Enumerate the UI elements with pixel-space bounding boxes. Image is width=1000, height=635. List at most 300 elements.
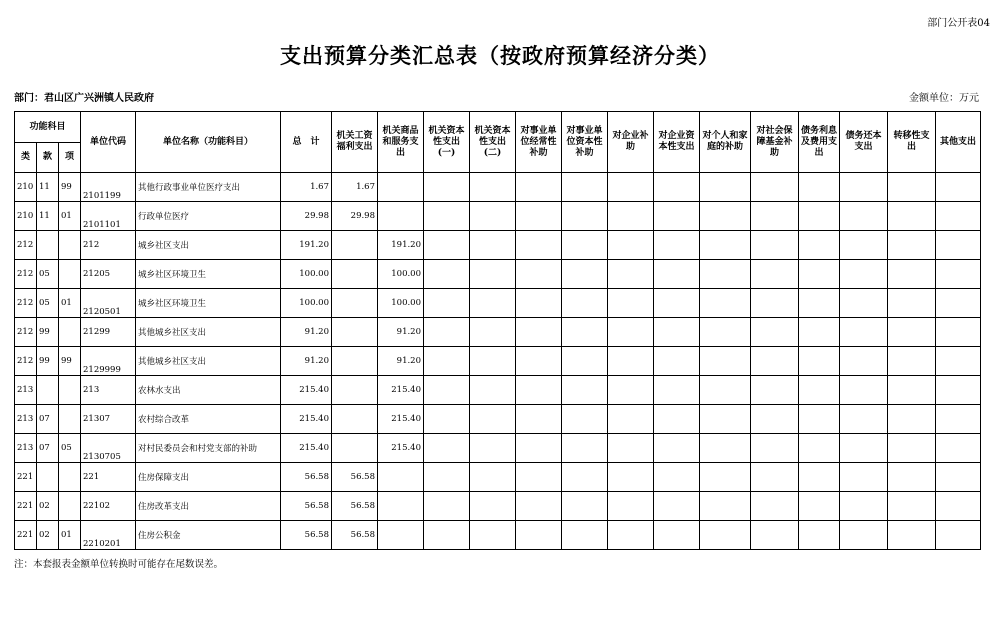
cell-c12 [840, 347, 888, 376]
cell-lei: 213 [15, 434, 37, 463]
cell-c10 [751, 405, 799, 434]
cell-c3 [424, 492, 470, 521]
page-title: 支出预算分类汇总表（按政府预算经济分类） [280, 43, 720, 68]
cell-name: 农村综合改革 [136, 405, 281, 434]
col-c4: 机关资本性支出(二) [470, 112, 516, 173]
cell-c13 [888, 289, 936, 318]
cell-c7 [608, 289, 654, 318]
cell-c14 [936, 376, 981, 405]
cell-c7 [608, 260, 654, 289]
cell-xiang: 99 [59, 173, 81, 202]
cell-c11 [799, 434, 840, 463]
cell-c9 [700, 202, 751, 231]
cell-c3 [424, 318, 470, 347]
cell-c9 [700, 521, 751, 550]
cell-code: 2101199 [81, 173, 136, 202]
cell-total: 56.58 [281, 521, 332, 550]
cell-c8 [654, 202, 700, 231]
cell-name: 农林水支出 [136, 376, 281, 405]
cell-c12 [840, 492, 888, 521]
cell-c5 [516, 260, 562, 289]
cell-name: 行政单位医疗 [136, 202, 281, 231]
col-total: 总 计 [281, 112, 332, 173]
cell-c10 [751, 347, 799, 376]
cell-c10 [751, 434, 799, 463]
cell-c12 [840, 376, 888, 405]
table-header [15, 112, 981, 173]
cell-c5 [516, 231, 562, 260]
cell-c7 [608, 463, 654, 492]
cell-total: 191.20 [281, 231, 332, 260]
cell-name: 城乡社区支出 [136, 231, 281, 260]
cell-c10 [751, 463, 799, 492]
cell-lei: 212 [15, 260, 37, 289]
cell-kuan: 05 [37, 260, 59, 289]
cell-c1: 1.67 [332, 173, 378, 202]
table-row [15, 492, 981, 521]
cell-c6 [562, 434, 608, 463]
cell-c4 [470, 492, 516, 521]
cell-name: 其他城乡社区支出 [136, 347, 281, 376]
cell-c1 [332, 405, 378, 434]
cell-c13 [888, 463, 936, 492]
cell-c1 [332, 289, 378, 318]
cell-c2 [378, 492, 424, 521]
table-row [15, 405, 981, 434]
cell-kuan: 07 [37, 434, 59, 463]
cell-c14 [936, 521, 981, 550]
cell-c3 [424, 202, 470, 231]
cell-c7 [608, 318, 654, 347]
cell-c6 [562, 173, 608, 202]
cell-c14 [936, 434, 981, 463]
cell-c6 [562, 347, 608, 376]
cell-kuan [37, 376, 59, 405]
cell-c12 [840, 260, 888, 289]
table-row [15, 376, 981, 405]
cell-c13 [888, 318, 936, 347]
cell-c3 [424, 434, 470, 463]
cell-c6 [562, 492, 608, 521]
cell-c6 [562, 405, 608, 434]
cell-name: 城乡社区环境卫生 [136, 289, 281, 318]
col-c10: 对社会保障基金补助 [751, 112, 799, 173]
cell-kuan: 02 [37, 521, 59, 550]
cell-c11 [799, 405, 840, 434]
cell-c13 [888, 492, 936, 521]
cell-c2: 215.40 [378, 405, 424, 434]
cell-c9 [700, 405, 751, 434]
cell-xiang: 01 [59, 202, 81, 231]
cell-c14 [936, 463, 981, 492]
cell-c11 [799, 202, 840, 231]
cell-c4 [470, 231, 516, 260]
cell-total: 1.67 [281, 173, 332, 202]
cell-c2: 191.20 [378, 231, 424, 260]
cell-xiang [59, 231, 81, 260]
cell-c2: 215.40 [378, 434, 424, 463]
cell-c14 [936, 202, 981, 231]
cell-c10 [751, 492, 799, 521]
cell-c9 [700, 492, 751, 521]
cell-c5 [516, 492, 562, 521]
cell-c13 [888, 260, 936, 289]
cell-c11 [799, 521, 840, 550]
cell-xiang: 01 [59, 521, 81, 550]
cell-c4 [470, 289, 516, 318]
cell-c5 [516, 376, 562, 405]
form-number: 部门公开表04 [927, 18, 990, 29]
cell-c8 [654, 260, 700, 289]
col-name: 单位名称（功能科目） [136, 112, 281, 173]
cell-c10 [751, 521, 799, 550]
cell-c14 [936, 318, 981, 347]
cell-c6 [562, 231, 608, 260]
cell-c13 [888, 405, 936, 434]
cell-code: 21299 [81, 318, 136, 347]
cell-c2: 91.20 [378, 347, 424, 376]
col-c13: 转移性支出 [888, 112, 936, 173]
cell-c5 [516, 202, 562, 231]
cell-c5 [516, 318, 562, 347]
cell-c7 [608, 434, 654, 463]
cell-total: 215.40 [281, 405, 332, 434]
cell-c3 [424, 231, 470, 260]
cell-kuan: 99 [37, 318, 59, 347]
cell-c12 [840, 231, 888, 260]
cell-c3 [424, 347, 470, 376]
cell-xiang: 05 [59, 434, 81, 463]
cell-c11 [799, 231, 840, 260]
cell-c8 [654, 463, 700, 492]
footnote: 注：本套报表金额单位转换时可能存在尾数误差。 [14, 559, 224, 570]
cell-name: 其他行政事业单位医疗支出 [136, 173, 281, 202]
table-row [15, 521, 981, 550]
cell-total: 56.58 [281, 492, 332, 521]
cell-c3 [424, 173, 470, 202]
cell-c11 [799, 289, 840, 318]
cell-c3 [424, 521, 470, 550]
cell-c11 [799, 492, 840, 521]
cell-c12 [840, 463, 888, 492]
cell-total: 215.40 [281, 434, 332, 463]
cell-c11 [799, 260, 840, 289]
cell-lei: 221 [15, 492, 37, 521]
cell-c2 [378, 202, 424, 231]
cell-c7 [608, 405, 654, 434]
cell-c6 [562, 260, 608, 289]
cell-c5 [516, 463, 562, 492]
cell-lei: 212 [15, 318, 37, 347]
table-row [15, 347, 981, 376]
cell-kuan: 07 [37, 405, 59, 434]
cell-c7 [608, 347, 654, 376]
cell-c1 [332, 231, 378, 260]
cell-c9 [700, 376, 751, 405]
cell-c8 [654, 376, 700, 405]
table-row [15, 289, 981, 318]
cell-c14 [936, 405, 981, 434]
cell-code: 2210201 [81, 521, 136, 550]
cell-c4 [470, 347, 516, 376]
cell-c11 [799, 376, 840, 405]
cell-c14 [936, 347, 981, 376]
cell-c6 [562, 318, 608, 347]
cell-c6 [562, 376, 608, 405]
cell-c5 [516, 434, 562, 463]
cell-c2: 215.40 [378, 376, 424, 405]
cell-c13 [888, 347, 936, 376]
cell-c12 [840, 405, 888, 434]
cell-c12 [840, 318, 888, 347]
cell-c2: 100.00 [378, 260, 424, 289]
cell-c11 [799, 347, 840, 376]
cell-c8 [654, 347, 700, 376]
cell-name: 住房公积金 [136, 521, 281, 550]
cell-lei: 210 [15, 173, 37, 202]
col-c7: 对企业补助 [608, 112, 654, 173]
cell-c11 [799, 173, 840, 202]
budget-table [14, 111, 981, 550]
cell-lei: 212 [15, 289, 37, 318]
cell-c9 [700, 463, 751, 492]
table-row [15, 260, 981, 289]
cell-c4 [470, 376, 516, 405]
cell-kuan: 11 [37, 173, 59, 202]
cell-c9 [700, 434, 751, 463]
cell-kuan: 11 [37, 202, 59, 231]
cell-c3 [424, 463, 470, 492]
cell-c3 [424, 289, 470, 318]
col-c9: 对个人和家庭的补助 [700, 112, 751, 173]
col-code: 单位代码 [81, 112, 136, 173]
cell-c9 [700, 231, 751, 260]
cell-lei: 221 [15, 521, 37, 550]
cell-code: 21307 [81, 405, 136, 434]
cell-lei: 210 [15, 202, 37, 231]
cell-c4 [470, 318, 516, 347]
cell-name: 对村民委员会和村党支部的补助 [136, 434, 281, 463]
cell-lei: 221 [15, 463, 37, 492]
cell-c10 [751, 231, 799, 260]
cell-total: 29.98 [281, 202, 332, 231]
cell-c5 [516, 405, 562, 434]
cell-c5 [516, 173, 562, 202]
cell-c1 [332, 347, 378, 376]
cell-c8 [654, 289, 700, 318]
cell-c9 [700, 289, 751, 318]
col-c12: 债务还本支出 [840, 112, 888, 173]
cell-c1 [332, 376, 378, 405]
cell-lei: 213 [15, 376, 37, 405]
cell-c1: 29.98 [332, 202, 378, 231]
col-c3: 机关资本性支出(一) [424, 112, 470, 173]
cell-c4 [470, 260, 516, 289]
cell-c7 [608, 173, 654, 202]
table-row [15, 202, 981, 231]
cell-name: 住房保障支出 [136, 463, 281, 492]
cell-c8 [654, 434, 700, 463]
cell-c1: 56.58 [332, 492, 378, 521]
cell-c1: 56.58 [332, 463, 378, 492]
table-body [15, 173, 981, 550]
cell-c10 [751, 173, 799, 202]
cell-c8 [654, 405, 700, 434]
cell-xiang [59, 260, 81, 289]
cell-total: 100.00 [281, 260, 332, 289]
cell-xiang [59, 405, 81, 434]
cell-code: 221 [81, 463, 136, 492]
cell-xiang: 01 [59, 289, 81, 318]
cell-total: 100.00 [281, 289, 332, 318]
cell-c10 [751, 260, 799, 289]
cell-c7 [608, 202, 654, 231]
cell-c11 [799, 463, 840, 492]
cell-kuan [37, 231, 59, 260]
cell-name: 其他城乡社区支出 [136, 318, 281, 347]
cell-c8 [654, 318, 700, 347]
cell-kuan: 02 [37, 492, 59, 521]
col-xiang: 项 [59, 143, 81, 173]
cell-c12 [840, 173, 888, 202]
cell-c7 [608, 521, 654, 550]
cell-c10 [751, 289, 799, 318]
cell-name: 住房改革支出 [136, 492, 281, 521]
cell-code: 2129999 [81, 347, 136, 376]
cell-c3 [424, 376, 470, 405]
cell-kuan: 05 [37, 289, 59, 318]
cell-c14 [936, 231, 981, 260]
cell-kuan: 99 [37, 347, 59, 376]
cell-code: 2120501 [81, 289, 136, 318]
cell-c13 [888, 202, 936, 231]
col-c5: 对事业单位经常性补助 [516, 112, 562, 173]
cell-c9 [700, 260, 751, 289]
cell-c4 [470, 202, 516, 231]
cell-c7 [608, 376, 654, 405]
cell-c1 [332, 260, 378, 289]
cell-xiang [59, 376, 81, 405]
col-lei: 类 [15, 143, 37, 173]
cell-xiang: 99 [59, 347, 81, 376]
cell-c5 [516, 289, 562, 318]
cell-code: 21205 [81, 260, 136, 289]
cell-c10 [751, 318, 799, 347]
table-row [15, 318, 981, 347]
cell-c4 [470, 463, 516, 492]
cell-c1 [332, 318, 378, 347]
cell-c4 [470, 434, 516, 463]
cell-lei: 212 [15, 347, 37, 376]
cell-c2 [378, 521, 424, 550]
cell-c1 [332, 434, 378, 463]
cell-total: 91.20 [281, 318, 332, 347]
cell-c1: 56.58 [332, 521, 378, 550]
cell-c2: 91.20 [378, 318, 424, 347]
cell-c2 [378, 463, 424, 492]
cell-kuan [37, 463, 59, 492]
cell-total: 91.20 [281, 347, 332, 376]
cell-xiang [59, 492, 81, 521]
cell-c10 [751, 202, 799, 231]
cell-c11 [799, 318, 840, 347]
cell-c13 [888, 434, 936, 463]
cell-name: 城乡社区环境卫生 [136, 260, 281, 289]
cell-c6 [562, 202, 608, 231]
cell-xiang [59, 318, 81, 347]
cell-c9 [700, 347, 751, 376]
col-c11: 债务利息及费用支出 [799, 112, 840, 173]
cell-c14 [936, 492, 981, 521]
cell-code: 212 [81, 231, 136, 260]
cell-c9 [700, 318, 751, 347]
cell-total: 215.40 [281, 376, 332, 405]
amount-unit-label: 金额单位：万元 [909, 93, 979, 104]
cell-lei: 213 [15, 405, 37, 434]
cell-c3 [424, 260, 470, 289]
cell-c10 [751, 376, 799, 405]
col-c2: 机关商品和服务支出 [378, 112, 424, 173]
cell-c14 [936, 260, 981, 289]
col-c8: 对企业资本性支出 [654, 112, 700, 173]
cell-c6 [562, 521, 608, 550]
cell-c12 [840, 521, 888, 550]
cell-c13 [888, 521, 936, 550]
cell-c9 [700, 173, 751, 202]
col-c6: 对事业单位资本性补助 [562, 112, 608, 173]
cell-lei: 212 [15, 231, 37, 260]
cell-c3 [424, 405, 470, 434]
cell-total: 56.58 [281, 463, 332, 492]
cell-c4 [470, 173, 516, 202]
table-row [15, 173, 981, 202]
cell-code: 213 [81, 376, 136, 405]
cell-code: 2101101 [81, 202, 136, 231]
table-row [15, 463, 981, 492]
cell-c4 [470, 521, 516, 550]
cell-code: 22102 [81, 492, 136, 521]
cell-c5 [516, 521, 562, 550]
cell-c2: 100.00 [378, 289, 424, 318]
cell-c8 [654, 492, 700, 521]
cell-c6 [562, 289, 608, 318]
cell-c5 [516, 347, 562, 376]
cell-c13 [888, 231, 936, 260]
cell-c14 [936, 289, 981, 318]
cell-c4 [470, 405, 516, 434]
cell-c8 [654, 231, 700, 260]
cell-c14 [936, 173, 981, 202]
cell-c8 [654, 173, 700, 202]
cell-c8 [654, 521, 700, 550]
table-row [15, 231, 981, 260]
department-label: 部门：君山区广兴洲镇人民政府 [14, 93, 154, 104]
col-c14: 其他支出 [936, 112, 981, 173]
table-row [15, 434, 981, 463]
cell-xiang [59, 463, 81, 492]
col-func-group: 功能科目 [15, 112, 81, 143]
cell-c6 [562, 463, 608, 492]
cell-code: 2130705 [81, 434, 136, 463]
cell-c2 [378, 173, 424, 202]
cell-c12 [840, 289, 888, 318]
cell-c12 [840, 202, 888, 231]
cell-c7 [608, 231, 654, 260]
cell-c7 [608, 492, 654, 521]
col-c1: 机关工资福利支出 [332, 112, 378, 173]
cell-c13 [888, 173, 936, 202]
col-kuan: 款 [37, 143, 59, 173]
